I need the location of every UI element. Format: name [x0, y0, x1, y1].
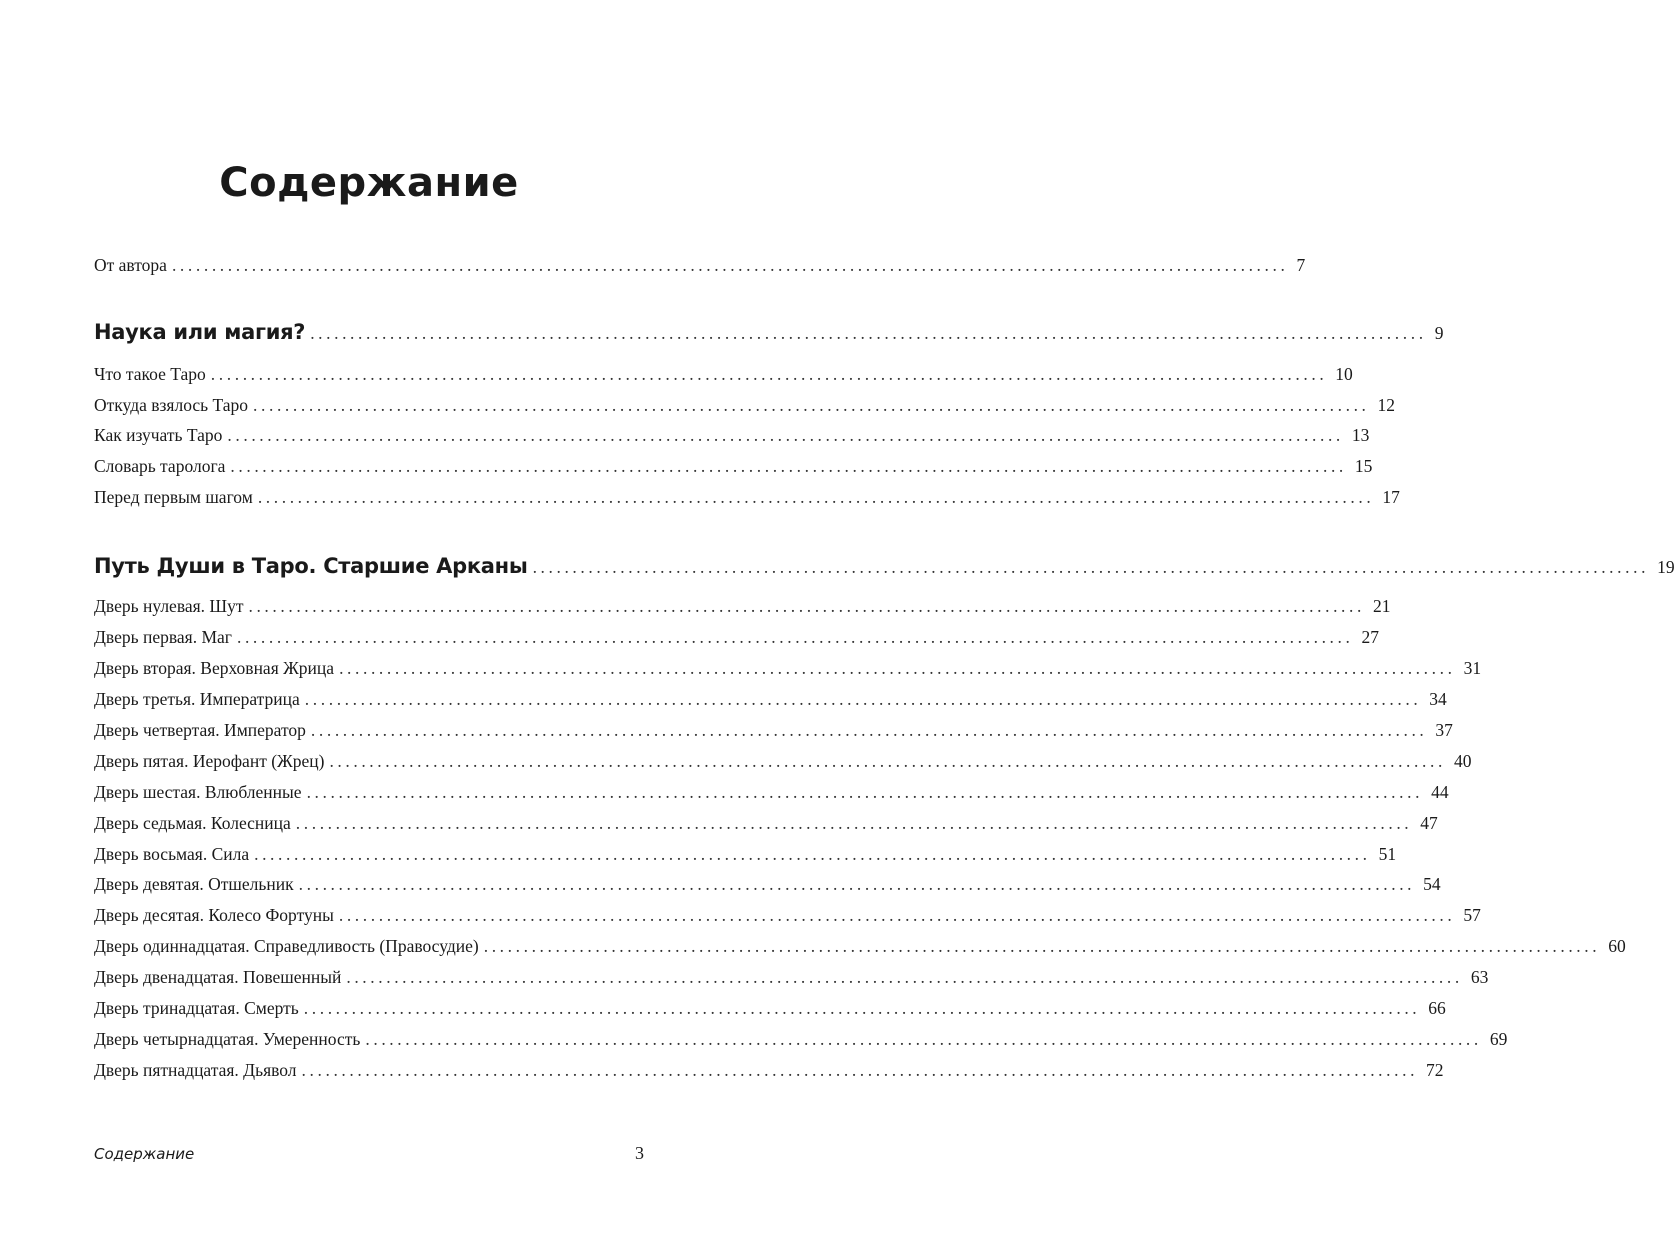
toc-entry[interactable]	[94, 810, 1438, 836]
toc-entry-page: 15	[1354, 456, 1373, 476]
leader-dots: ............................................................................................................................................	[236, 627, 1354, 647]
toc-entry-label: Дверь четырнадцатая. Умеренность	[94, 1029, 361, 1049]
leader-dots: ............................................................................................................................................	[329, 751, 1446, 771]
toc-entry-label: Что такое Таро	[94, 364, 206, 384]
leader-dots: ............................................................................................................................................	[339, 658, 1456, 678]
toc-entry[interactable]	[94, 361, 1353, 387]
toc-entry[interactable]	[94, 1026, 1508, 1052]
leader-dots: ............................................................................................................................................	[310, 323, 1427, 343]
leader-dots: ............................................................................................................................................	[227, 425, 1344, 445]
toc-entry-label: Словарь таролога	[94, 456, 226, 476]
leader-dots: ............................................................................................................................................	[306, 782, 1424, 802]
toc-section-page: 19	[1657, 557, 1675, 577]
toc-entry[interactable]	[94, 964, 1489, 990]
toc-entry-page: 27	[1361, 627, 1379, 647]
toc-entry-page: 54	[1423, 874, 1441, 894]
running-head: Содержание	[94, 1145, 195, 1163]
leader-dots: ............................................................................................................................................	[253, 395, 1370, 415]
toc-entry-label: Дверь тринадцатая. Смерть	[94, 998, 299, 1018]
toc-entry-label: От автора	[94, 255, 167, 275]
leader-dots: ............................................................................................................................................	[346, 967, 1463, 987]
toc-entry-label: Дверь пятнадцатая. Дьявол	[94, 1060, 297, 1080]
toc-entry-label: Перед первым шагом	[94, 487, 253, 507]
page-title: Содержание	[219, 159, 519, 206]
toc-entry-page: 7	[1296, 255, 1306, 275]
leader-dots: ............................................................................................................................................	[257, 487, 1375, 507]
toc-entry[interactable]	[94, 748, 1472, 774]
leader-dots: ............................................................................................................................................	[301, 1060, 1419, 1080]
leader-dots: ............................................................................................................................................	[254, 844, 1371, 864]
leader-dots: ............................................................................................................................................	[230, 456, 1347, 476]
toc-section-heading[interactable]	[94, 549, 1675, 583]
toc-entry-label: Дверь десятая. Колесо Фортуны	[94, 905, 334, 925]
toc-entry-label: Дверь шестая. Влюбленные	[94, 782, 302, 802]
toc-entry-page: 10	[1335, 364, 1353, 384]
toc-entry-page: 34	[1429, 689, 1447, 709]
toc-entry[interactable]	[94, 686, 1447, 712]
leader-dots: ............................................................................................................................................	[532, 557, 1650, 577]
toc-entry[interactable]	[94, 717, 1453, 743]
toc-entry-label: Дверь седьмая. Колесница	[94, 813, 291, 833]
toc-entry-page: 37	[1435, 720, 1453, 740]
toc-entry[interactable]	[94, 871, 1441, 897]
toc-entry-label: Откуда взялось Таро	[94, 395, 249, 415]
toc-entry[interactable]	[94, 655, 1482, 681]
toc-entry[interactable]	[94, 1057, 1444, 1083]
toc-entry-page: 31	[1463, 658, 1482, 678]
toc-entry-page: 47	[1420, 813, 1438, 833]
toc-entry-page: 40	[1453, 751, 1472, 771]
leader-dots: ............................................................................................................................................	[310, 720, 1428, 740]
toc-entry-label: Дверь девятая. Отшельник	[94, 874, 294, 894]
toc-entry[interactable]	[94, 624, 1379, 650]
leader-dots: ............................................................................................................................................	[210, 364, 1328, 384]
toc-entry-label: Дверь вторая. Верховная Жрица	[94, 658, 335, 678]
toc-entry[interactable]	[94, 392, 1396, 418]
leader-dots: ............................................................................................................................................	[298, 874, 1416, 894]
toc-entry-page: 44	[1431, 782, 1449, 802]
toc-entry[interactable]	[94, 779, 1449, 805]
leader-dots: ............................................................................................................................................	[171, 255, 1289, 275]
toc-entry-label: Дверь третья. Императрица	[94, 689, 300, 709]
leader-dots: ............................................................................................................................................	[248, 596, 1365, 616]
toc-entry[interactable]	[94, 453, 1373, 479]
toc-entry-page: 69	[1489, 1029, 1508, 1049]
leader-dots: ............................................................................................................................................	[304, 689, 1422, 709]
toc-entry-page: 57	[1463, 905, 1481, 925]
toc-entry-page: 12	[1377, 395, 1396, 415]
toc-entry-label: Дверь четвертая. Император	[94, 720, 306, 740]
toc-section-title: Путь Души в Таро. Старшие Арканы	[94, 554, 528, 578]
page-number: 3	[635, 1143, 644, 1163]
toc-entry[interactable]	[94, 252, 1306, 278]
toc-entry-label: Как изучать Таро	[94, 425, 223, 445]
toc-entry-page: 51	[1378, 844, 1397, 864]
toc-entry-page: 17	[1382, 487, 1400, 507]
toc-entry-label: Дверь двенадцатая. Повешенный	[94, 967, 342, 987]
toc-entry-label: Дверь первая. Маг	[94, 627, 232, 647]
toc-entry-label: Дверь пятая. Иерофант (Жрец)	[94, 751, 325, 771]
toc-entry-page: 66	[1428, 998, 1446, 1018]
toc-section-heading[interactable]	[94, 315, 1444, 349]
leader-dots: ............................................................................................................................................	[365, 1029, 1482, 1049]
toc-entry[interactable]	[94, 484, 1400, 510]
toc-section-page: 9	[1434, 323, 1444, 343]
leader-dots: ............................................................................................................................................	[295, 813, 1413, 833]
toc-entry-page: 63	[1470, 967, 1489, 987]
toc-entry[interactable]	[94, 902, 1481, 928]
toc-entry-page: 60	[1608, 936, 1626, 956]
leader-dots: ............................................................................................................................................	[338, 905, 1456, 925]
toc-section-title: Наука или магия?	[94, 320, 306, 344]
toc-entry-page: 72	[1426, 1060, 1444, 1080]
toc-entry-page: 13	[1351, 425, 1370, 445]
toc-entry[interactable]	[94, 422, 1370, 448]
toc-entry[interactable]	[94, 995, 1446, 1021]
toc-entry[interactable]	[94, 933, 1626, 959]
toc-entry-label: Дверь восьмая. Сила	[94, 844, 250, 864]
leader-dots: ............................................................................................................................................	[303, 998, 1421, 1018]
toc-entry[interactable]	[94, 593, 1391, 619]
leader-dots: ............................................................................................................................................	[483, 936, 1601, 956]
toc-entry-label: Дверь одиннадцатая. Справедливость (Правосудие)	[94, 936, 479, 956]
toc-entry-label: Дверь нулевая. Шут	[94, 596, 244, 616]
toc-entry-page: 21	[1372, 596, 1391, 616]
toc-entry[interactable]	[94, 841, 1397, 867]
